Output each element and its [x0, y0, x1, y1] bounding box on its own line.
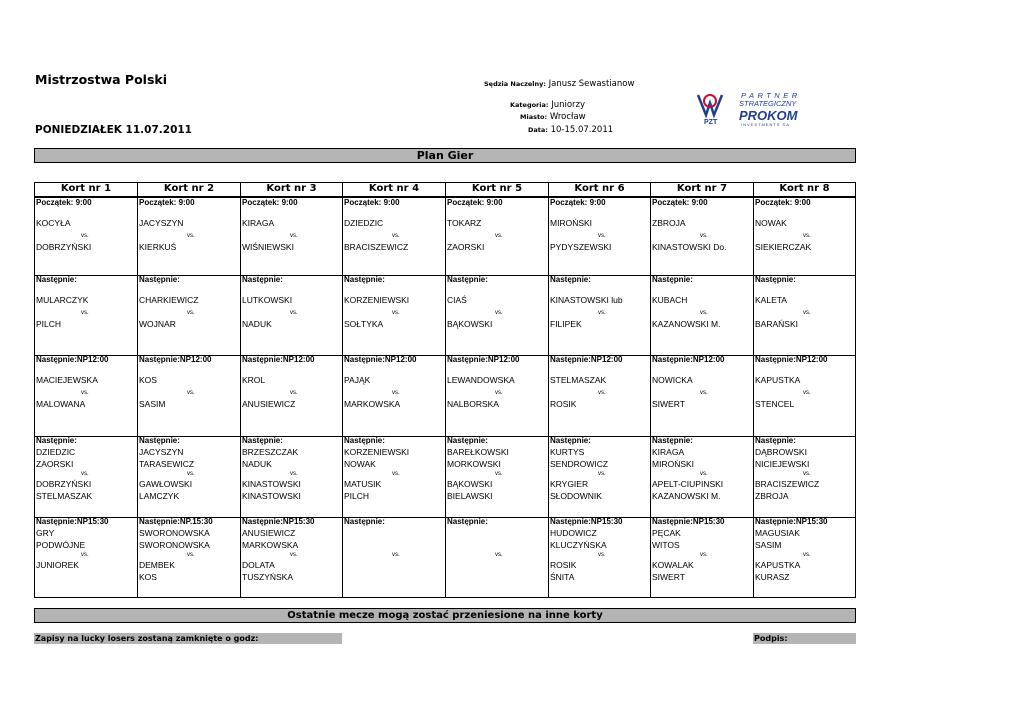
player-name: TOKARZ — [447, 218, 482, 228]
dates-value: 10-15.07.2011 — [550, 125, 614, 135]
player-name: LAMCZYK — [139, 490, 180, 501]
match-start-label: Następnie: — [344, 436, 385, 445]
court-header: Kort nr 8 — [754, 183, 855, 198]
vs-label: vs. — [803, 552, 811, 558]
player-name: PODWÓJNE — [36, 539, 86, 550]
court-column — [137, 183, 240, 597]
vs-label: vs. — [803, 471, 811, 477]
vs-label: vs. — [290, 310, 298, 316]
player-name: BRACISZEWICZ — [755, 479, 820, 489]
match-start-label: Następnie:NP12:00 — [652, 355, 725, 364]
court-column — [240, 183, 342, 597]
player-name: KURTYS — [550, 447, 585, 457]
match-start-label: Następnie:NP12:00 — [242, 355, 315, 364]
player-name: DZIEDZIC — [344, 218, 384, 228]
court-header: Kort nr 2 — [138, 183, 240, 198]
vs-label: vs. — [187, 233, 195, 239]
vs-label: vs. — [598, 390, 606, 396]
player-name: MALOWANA — [36, 399, 86, 409]
referee-row — [484, 79, 634, 89]
match-start-label: Następnie:NP15:30 — [755, 517, 828, 526]
vs-label: vs. — [392, 471, 400, 477]
vs-label: vs. — [598, 471, 606, 477]
player-name: BARAŃSKI — [755, 319, 798, 329]
player-name: FILIPEK — [550, 319, 582, 329]
match-start-label: Następnie: — [36, 275, 77, 284]
vs-label: vs. — [495, 390, 503, 396]
vs-label: vs. — [700, 233, 708, 239]
vs-label: vs. — [187, 390, 195, 396]
player-name: KAPUSTKA — [755, 560, 801, 570]
player-name: KRYGIER — [550, 479, 589, 489]
player-name: LEWANDOWSKA — [447, 375, 515, 385]
player-name: BĄKOWSKI — [447, 319, 493, 329]
vs-label: vs. — [700, 552, 708, 558]
player-name: DZIEDZIC — [36, 447, 76, 457]
partner-text: PARTNER — [741, 91, 801, 100]
vs-label: vs. — [81, 552, 89, 558]
player-name: SŁODOWNIK — [550, 490, 602, 501]
player-name: BAREŁKOWSKI — [447, 447, 509, 457]
player-name: BĄKOWSKI — [447, 479, 493, 489]
player-name: KUBACH — [652, 295, 688, 305]
player-name: STELMASZAK — [36, 490, 93, 501]
dates-label: Data: — [528, 126, 548, 134]
city-label: Miasto: — [520, 113, 548, 121]
vs-label: vs. — [187, 471, 195, 477]
match-start-label: Następnie: — [344, 517, 385, 526]
player-name: MIROŃSKI — [652, 458, 695, 469]
player-name: KOWALAK — [652, 560, 694, 570]
player-name: KINASTOWSKI — [242, 479, 301, 489]
player-name: KINASTOWSKI lub — [550, 295, 623, 305]
player-name: KURASZ — [755, 571, 790, 582]
player-name: KIRAGA — [242, 218, 275, 228]
dates-row — [528, 125, 613, 135]
match-start-label: Następnie: — [652, 436, 693, 445]
player-name: KAZANOWSKI M. — [652, 319, 721, 329]
match-start-label: Następnie:NP15:30 — [550, 517, 623, 526]
match-start-label: Następnie:NP12:00 — [447, 355, 520, 364]
vs-label: vs. — [392, 552, 400, 558]
vs-label: vs. — [495, 552, 503, 558]
player-name: MARKOWSKA — [344, 399, 401, 409]
match-start-label: Następnie:NP12:00 — [755, 355, 828, 364]
match-start-label: Następnie: — [139, 275, 180, 284]
player-name: KAPUSTKA — [755, 375, 801, 385]
city-row — [520, 112, 586, 122]
player-name: ZBROJA — [652, 218, 686, 228]
player-name: JACYSZYN — [139, 218, 184, 228]
match-start-label: Następnie: — [447, 517, 488, 526]
player-name: PILCH — [36, 319, 62, 329]
player-name: CHARKIEWICZ — [139, 295, 199, 305]
court-column — [342, 183, 445, 597]
player-name: NICIEJEWSKI — [755, 458, 810, 469]
player-name: PYDYSZEWSKI — [550, 242, 612, 252]
player-name: SOŁTYKA — [344, 319, 384, 329]
player-name: STENCEL — [755, 399, 795, 409]
match-start-label: Następnie:NP15:30 — [242, 517, 315, 526]
vs-label: vs. — [803, 233, 811, 239]
match-start-label: Początek: 9:00 — [652, 198, 708, 207]
player-name: PĘCAK — [652, 528, 681, 538]
player-name: KORZENIEWSKI — [344, 447, 410, 457]
player-name: DOLATA — [242, 560, 275, 570]
match-start-label: Następnie: — [447, 436, 488, 445]
player-name: NOWICKA — [652, 375, 693, 385]
player-name: ŚNITA — [550, 571, 575, 582]
match-start-label: Następnie: — [242, 436, 283, 445]
player-name: SASIM — [755, 539, 782, 550]
match-start-label: Następnie:NP12:00 — [36, 355, 109, 364]
player-name: KIRAGA — [652, 447, 685, 457]
match-start-label: Początek: 9:00 — [139, 198, 195, 207]
player-name: DOBRZYŃSKI — [36, 479, 92, 489]
player-name: ZAORSKI — [36, 458, 74, 469]
player-name: DĄBROWSKI — [755, 447, 807, 457]
player-name: KINASTOWSKI Do. — [652, 242, 727, 252]
vs-label: vs. — [700, 310, 708, 316]
player-name: KOS — [139, 571, 157, 582]
vs-label: vs. — [81, 471, 89, 477]
plan-title-bar: Plan Gier — [34, 148, 856, 163]
vs-label: vs. — [700, 390, 708, 396]
player-name: TUSZYŃSKA — [242, 571, 294, 582]
match-start-label: Następnie: — [550, 275, 591, 284]
vs-label: vs. — [495, 471, 503, 477]
player-name: NOWAK — [344, 458, 376, 469]
day-date: PONIEDZIAŁEK 11.07.2011 — [35, 124, 192, 136]
player-name: ZBROJA — [755, 490, 789, 501]
vs-label: vs. — [803, 310, 811, 316]
court-column — [445, 183, 548, 597]
court-header: Kort nr 5 — [446, 183, 548, 198]
vs-label: vs. — [81, 233, 89, 239]
player-name: JACYSZYN — [139, 447, 184, 457]
player-name: WITOS — [652, 539, 680, 550]
vs-label: vs. — [187, 310, 195, 316]
match-start-label: Następnie: — [242, 275, 283, 284]
player-name: KORZENIEWSKI — [344, 295, 410, 305]
match-start-label: Następnie: — [755, 436, 796, 445]
player-name: SENDROWICZ — [550, 458, 609, 469]
match-start-label: Początek: 9:00 — [447, 198, 503, 207]
player-name: BRACISZEWICZ — [344, 242, 409, 252]
court-column — [35, 183, 137, 597]
player-name: KINASTOWSKI — [242, 490, 301, 501]
player-name: NALBORSKA — [447, 399, 499, 409]
player-name: DOBRZYŃSKI — [36, 242, 92, 252]
match-start-label: Początek: 9:00 — [242, 198, 298, 207]
vs-label: vs. — [598, 310, 606, 316]
sponsor-logo — [694, 89, 812, 127]
notice-bar: Ostatnie mecze mogą zostać przeniesione na inne korty — [34, 608, 856, 623]
player-name: MARKOWSKA — [242, 539, 299, 550]
player-name: ROSIK — [550, 399, 577, 409]
player-name: ANUSIEWICZ — [242, 399, 296, 409]
court-header: Kort nr 6 — [549, 183, 650, 198]
player-name: CIAŚ — [447, 295, 467, 305]
match-start-label: Następnie:NP15:30 — [652, 517, 725, 526]
prokom-text: PROKOM — [739, 108, 798, 123]
player-name: APELT-CIUPINSKI — [652, 479, 724, 489]
court-column — [753, 183, 855, 597]
player-name: MORKOWSKI — [447, 458, 501, 469]
tournament-title: Mistrzostwa Polski — [35, 72, 167, 87]
player-name: GRY — [36, 528, 55, 538]
player-name: LUTKOWSKI — [242, 295, 293, 305]
match-start-label: Początek: 9:00 — [344, 198, 400, 207]
match-start-label: Następnie:NP12:00 — [550, 355, 623, 364]
vs-label: vs. — [81, 390, 89, 396]
court-header: Kort nr 3 — [241, 183, 342, 198]
player-name: SWORONOWSKA — [139, 528, 210, 538]
court-column — [548, 183, 650, 597]
player-name: MAGUSIAK — [755, 528, 800, 538]
match-start-label: Następnie: — [139, 436, 180, 445]
match-start-label: Następnie: — [344, 275, 385, 284]
court-header: Kort nr 7 — [651, 183, 753, 198]
player-name: BRZESZCZAK — [242, 447, 299, 457]
vs-label: vs. — [598, 552, 606, 558]
match-start-label: Następnie:NP12:00 — [344, 355, 417, 364]
player-name: KIERKUŚ — [139, 242, 177, 252]
player-name: KROL — [242, 375, 266, 385]
match-start-label: Początek: 9:00 — [755, 198, 811, 207]
vs-label: vs. — [187, 552, 195, 558]
vs-label: vs. — [392, 310, 400, 316]
player-name: KOCYŁA — [36, 218, 71, 228]
player-name: JUNIOREK — [36, 560, 79, 570]
player-name: ROSIK — [550, 560, 577, 570]
match-start-label: Następnie: — [755, 275, 796, 284]
player-name: KALETA — [755, 295, 787, 305]
player-name: STELMASZAK — [550, 375, 607, 385]
player-name: WOJNAR — [139, 319, 176, 329]
player-name: MATUSIK — [344, 479, 382, 489]
vs-label: vs. — [598, 233, 606, 239]
player-name: KOS — [139, 375, 157, 385]
player-name: NADUK — [242, 458, 272, 469]
vs-label: vs. — [700, 471, 708, 477]
player-name: ZAORSKI — [447, 242, 485, 252]
player-name: NADUK — [242, 319, 272, 329]
court-header: Kort nr 1 — [35, 183, 137, 198]
player-name: PAJĄK — [344, 375, 371, 385]
referee-value: Janusz Sewastianow — [548, 79, 635, 89]
player-name: DEMBEK — [139, 560, 175, 570]
vs-label: vs. — [803, 390, 811, 396]
player-name: PILCH — [344, 490, 370, 501]
strategic-text: STRATEGICZNY — [739, 99, 797, 108]
investments-text: INVESTMENTS SA — [741, 122, 790, 127]
match-start-label: Początek: 9:00 — [36, 198, 92, 207]
vs-label: vs. — [290, 471, 298, 477]
player-name: KAZANOWSKI M. — [652, 490, 721, 501]
match-start-label: Następnie:NP.15:30 — [139, 517, 213, 526]
vs-label: vs. — [81, 310, 89, 316]
pzt-text: PZT — [704, 119, 718, 126]
player-name: MIROŃSKI — [550, 218, 593, 228]
referee-label: Sędzia Naczelny: — [484, 80, 546, 88]
vs-label: vs. — [392, 233, 400, 239]
player-name: HUDOWICZ — [550, 528, 597, 538]
player-name: TARASEWICZ — [139, 458, 195, 469]
match-start-label: Następnie:NP12:00 — [139, 355, 212, 364]
category-row — [510, 100, 585, 110]
player-name: WIŚNIEWSKI — [242, 242, 294, 252]
vs-label: vs. — [290, 552, 298, 558]
vs-label: vs. — [290, 233, 298, 239]
player-name: BIELAWSKI — [447, 490, 493, 501]
pzt-emblem-icon — [698, 95, 722, 126]
vs-label: vs. — [392, 390, 400, 396]
player-name: SASIM — [139, 399, 166, 409]
category-value: Juniorzy — [551, 100, 586, 110]
player-name: SWORONOWSKA — [139, 539, 210, 550]
court-column — [650, 183, 753, 597]
court-header: Kort nr 4 — [343, 183, 445, 198]
vs-label: vs. — [290, 390, 298, 396]
match-start-label: Następnie: — [447, 275, 488, 284]
match-start-label: Następnie: — [550, 436, 591, 445]
match-start-label: Następnie:NP15:30 — [36, 517, 109, 526]
schedule-grid — [34, 182, 856, 598]
player-name: GAWŁOWSKI — [139, 479, 193, 489]
player-name: SIWERT — [652, 571, 685, 582]
player-name: MULARCZYK — [36, 295, 89, 305]
vs-label: vs. — [495, 233, 503, 239]
match-start-label: Następnie: — [652, 275, 693, 284]
player-name: ANUSIEWICZ — [242, 528, 296, 538]
lucky-losers-note: Zapisy na lucky losers zostaną zamknięte o godz: — [34, 633, 342, 644]
vs-label: vs. — [495, 310, 503, 316]
player-name: NOWAK — [755, 218, 787, 228]
match-start-label: Następnie: — [36, 436, 77, 445]
category-label: Kategoria: — [510, 101, 549, 109]
player-name: KLUCZYŃSKA — [550, 539, 607, 550]
match-start-label: Początek: 9:00 — [550, 198, 606, 207]
signature-field: Podpis: — [753, 633, 856, 644]
player-name: SIWERT — [652, 399, 685, 409]
player-name: SIEKIERCZAK — [755, 242, 812, 252]
city-value: Wrocław — [549, 112, 586, 122]
player-name: MACIEJEWSKA — [36, 375, 98, 385]
